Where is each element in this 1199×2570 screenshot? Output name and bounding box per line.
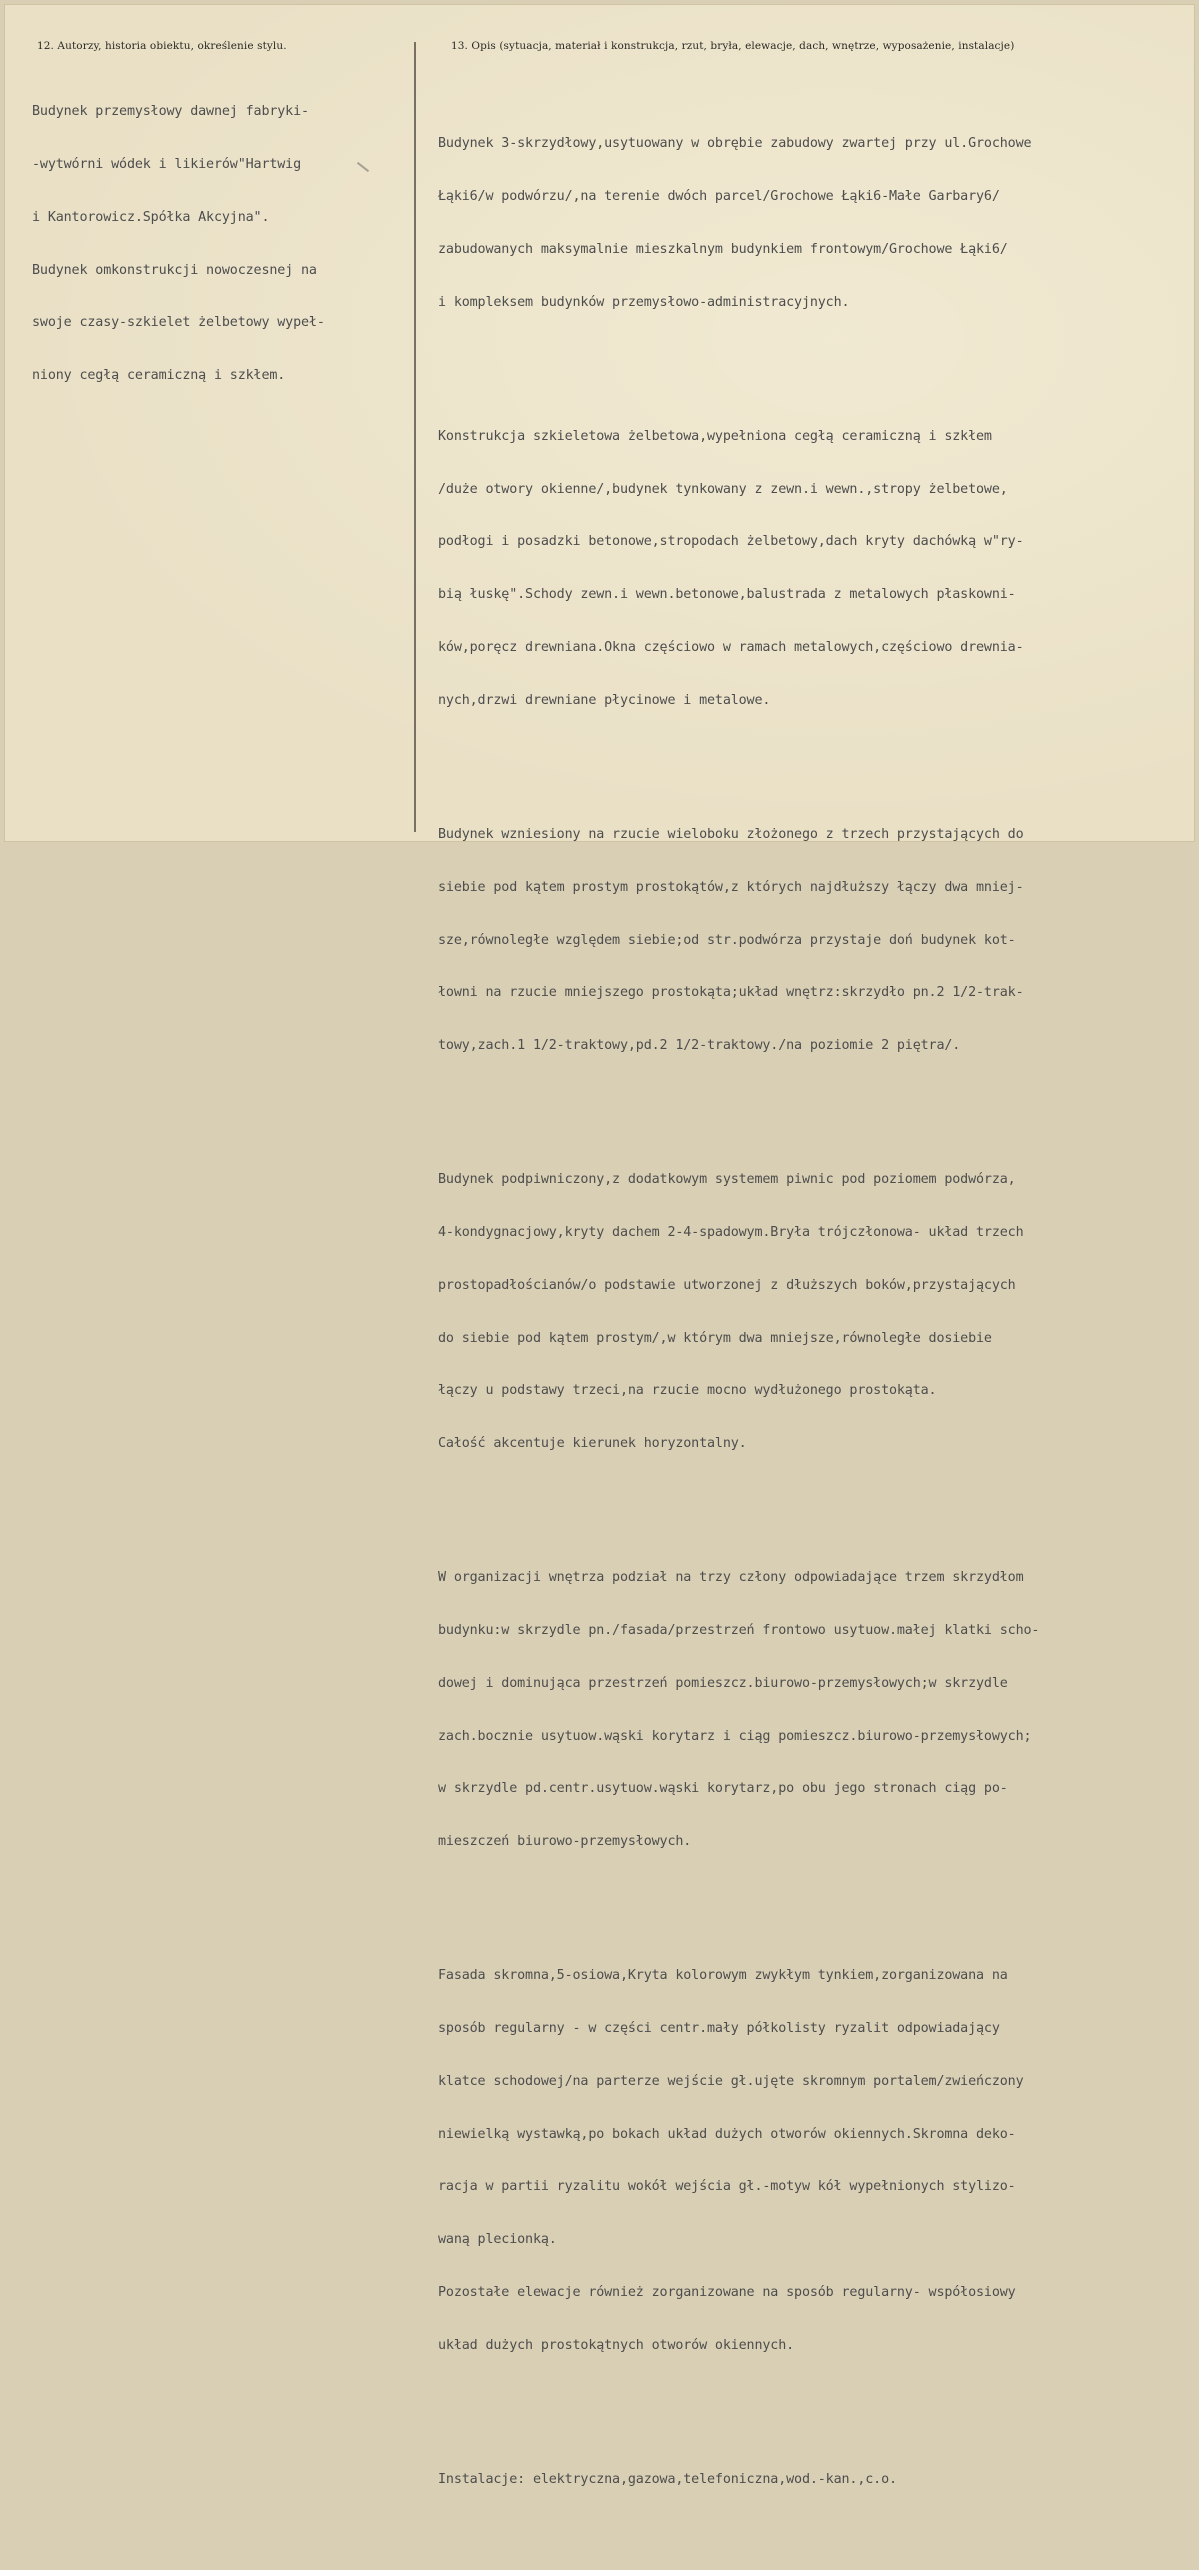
text-line: W organizacji wnętrza podział na trzy człony odpowiadające trzem skrzydłom — [438, 1570, 1024, 1586]
text-line: Fasada skromna,5-osiowa,Kryta kolorowym zwykłym tynkiem,zorganizowana na — [438, 1968, 1008, 1984]
paragraph-installations — [438, 2436, 1039, 2524]
text-line: Budynek wzniesiony na rzucie wieloboku złożonego z trzech przystających do — [438, 826, 1024, 842]
text-line: do siebie pod kątem prostym/,w którym dwa mniejsze,równoległe dosiebie — [438, 1330, 992, 1346]
text-line: podłogi i posadzki betonowe,stropodach żelbetowy,dach kryty dachówką w"ry- — [438, 534, 1024, 550]
text-line: niony cegłą ceramiczną i szkłem. — [32, 368, 286, 384]
text-line: zabudowanych maksymalnie mieszkalnym budynkiem frontowym/Grochowe Łąki6/ — [438, 241, 1008, 257]
text-line: sposób regularny - w części centr.mały półkolisty ryzalit odpowiadający — [438, 2021, 1000, 2037]
section-13-heading: 13. Opis (sytuacja, materiał i konstrukcja, rzut, bryła, elewacje, dach, wnętrze, wyposażenie, instalacje) — [451, 40, 1015, 52]
text-line: układ dużych prostokątnych otworów okiennych. — [438, 2337, 795, 2353]
text-line: mieszczeń biurowo-przemysłowych. — [438, 1834, 692, 1850]
section-12-text — [32, 68, 325, 420]
paragraph-location — [438, 100, 1039, 346]
text-line: bią łuskę".Schody zewn.i wewn.betonowe,balustrada z metalowych płaskowni- — [438, 587, 1016, 603]
text-line: Budynek podpiwniczony,z dodatkowym systemem piwnic pod poziomem podwórza, — [438, 1172, 1016, 1188]
text-line: w skrzydle pd.centr.usytuow.wąski korytarz,po obu jego stronach ciąg po- — [438, 1781, 1008, 1797]
text-line: -wytwórni wódek i likierów"Hartwig — [32, 156, 302, 172]
text-line: Budynek omkonstrukcji nowoczesnej na — [32, 262, 317, 278]
text-line: Konstrukcja szkieletowa żelbetowa,wypełniona cegłą ceramiczną i szkłem — [438, 428, 992, 444]
section-12-heading: 12. Autorzy, historia obiektu, określenie stylu. — [37, 40, 287, 52]
text-line: klatce schodowej/na parterze wejście gł.ujęte skromnym portalem/zwieńczony — [438, 2073, 1024, 2089]
text-line: swoje czasy-szkielet żelbetowy wypeł- — [32, 315, 325, 331]
text-line: ków,poręcz drewniana.Okna częściowo w ramach metalowych,częściowo drewnia- — [438, 640, 1024, 655]
text-line: siebie pod kątem prostym prostokątów,z których najdłuższy łączy dwa mniej- — [438, 879, 1024, 895]
text-line: sze,równoległe względem siebie;od str.podwórza przystaje doń budynek kot- — [438, 932, 1016, 948]
text-line: Budynek przemysłowy dawnej fabryki- — [32, 104, 309, 120]
text-line: waną plecionką. — [438, 2232, 557, 2248]
text-line: zach.bocznie usytuow.wąski korytarz i ciąg pomieszcz.biurowo-przemysłowych; — [438, 1728, 1032, 1744]
text-line: Całość akcentuje kierunek horyzontalny. — [438, 1436, 747, 1452]
text-line: nych,drzwi drewniane płycinowe i metalowe. — [438, 692, 771, 708]
paragraph-massing — [438, 1136, 1039, 1488]
text-line: łowni na rzucie mniejszego prostokąta;układ wnętrz:skrzydło pn.2 1/2-trak- — [438, 985, 1024, 1001]
text-line: i kompleksem budynków przemysłowo-administracyjnych. — [438, 294, 850, 310]
text-line: i Kantorowicz.Spółka Akcyjna". — [32, 209, 270, 225]
text-line: racja w partii ryzalitu wokół wejścia gł.-motyw kół wypełnionych stylizo- — [438, 2179, 1016, 2195]
text-line: Budynek 3-skrzydłowy,usytuowany w obrębie zabudowy zwartej przy ul.Grochowe — [438, 136, 1032, 152]
column-divider — [414, 42, 416, 832]
paragraph-construction — [438, 393, 1039, 745]
text-line: Łąki6/w podwórzu/,na terenie dwóch parcel/Grochowe Łąki6-Małe Garbary6/ — [438, 189, 1000, 205]
text-line: Pozostałe elewacje również zorganizowane na sposób regularny- współosiowy — [438, 2285, 1016, 2301]
record-card — [4, 4, 1195, 2487]
text-line: prostopadłościanów/o podstawie utworzonej z dłuższych boków,przystających — [438, 1277, 1016, 1293]
section-13-text — [438, 65, 1039, 2570]
paragraph-facade — [438, 1932, 1039, 2389]
pencil-mark — [357, 162, 369, 172]
text-line: 4-kondygnacjowy,kryty dachem 2-4-spadowym.Bryła trójczłonowa- układ trzech — [438, 1225, 1024, 1240]
paragraph-plan — [438, 791, 1039, 1090]
text-line: dowej i dominująca przestrzeń pomieszcz.biurowo-przemysłowych;w skrzydle — [438, 1675, 1008, 1691]
text-line: /duże otwory okienne/,budynek tynkowany z zewn.i wewn.,stropy żelbetowe, — [438, 481, 1008, 497]
text-line: Instalacje: elektryczna,gazowa,telefoniczna,wod.-kan.,c.o. — [438, 2471, 897, 2487]
text-line: niewielką wystawką,po bokach układ dużych otworów okiennych.Skromna deko- — [438, 2126, 1016, 2142]
text-line: towy,zach.1 1/2-traktowy,pd.2 1/2-traktowy./na poziomie 2 piętra/. — [438, 1038, 961, 1054]
text-line: budynku:w skrzydle pn./fasada/przestrzeń frontowo usytuow.małej klatki scho- — [438, 1623, 1040, 1639]
paragraph-interior — [438, 1534, 1039, 1886]
text-line: łączy u podstawy trzeci,na rzucie mocno wydłużonego prostokąta. — [438, 1383, 937, 1399]
